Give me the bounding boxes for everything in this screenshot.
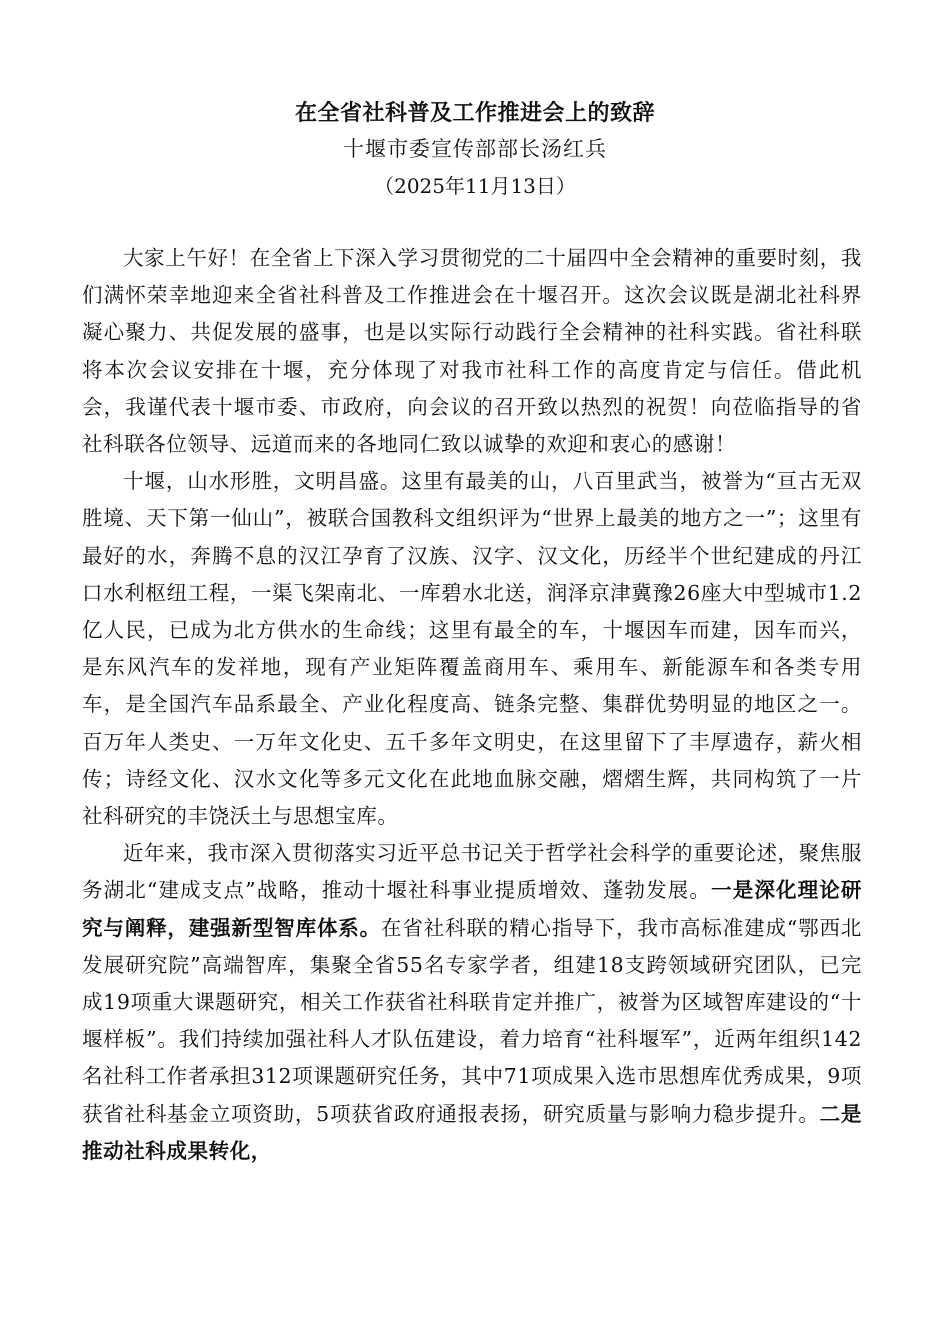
paragraph-greeting: 大家上午好！在全省上下深入学习贯彻党的二十届四中全会精神的重要时刻，我们满怀荣幸地迎来全省社科普及工作推进会在十堰召开。这次会议既是湖北社科界凝心聚力、共促发展的盛事，也是以实际行动践行全会精神的社科实践。省社科联将本次会议安排在十堰，充分体现了对我市社科工作的高度肯定与信任。借此机会，我谨代表十堰市委、市政府，向会议的召开致以热烈的祝贺！向莅临指导的省社科联各位领导、远道而来的各地同仁致以诚挚的欢迎和衷心的感谢！ <box>82 246 862 457</box>
document-body <box>82 240 862 1170</box>
document-title: 在全省社科普及工作推进会上的致辞 <box>294 100 655 126</box>
point-one-heading: 一是深化理论研究与阐释，建强新型智库体系。 <box>82 878 862 940</box>
author-line: 十堰市委宣传部部长汤红兵 <box>343 137 607 161</box>
achievements-intro: 近年来，我市深入贯彻落实习近平总书记关于哲学社会科学的重要论述，聚焦服务湖北“建成支点”战略，推动十堰社科事业提质增效、蓬勃发展。 <box>82 841 862 903</box>
point-two-heading: 二是推动社科成果转化， <box>82 1101 862 1163</box>
paragraph-shiyan-intro: 十堰，山水形胜，文明昌盛。这里有最美的山，八百里武当，被誉为“亘古无双胜境、天下第一仙山”，被联合国教科文组织评为“世界上最美的地方之一”；这里有最好的水，奔腾不息的汉江孕育了汉族、汉字、汉文化，历经半个世纪建成的丹江口水利枢纽工程，一渠飞架南北、一库碧水北送，润泽京津冀豫26座大中型城市1.2亿人民，已成为北方供水的生命线；这里有最全的车，十堰因车而建，因车而兴，是东风汽车的发祥地，现有产业矩阵覆盖商用车、乘用车、新能源车和各类专用车，是全国汽车品系最全、产业化程度高、链条完整、集群优势明显的地区之一。百万年人类史、一万年文化史、五千多年文明史，在这里留下了丰厚遗存，薪火相传；诗经文化、汉水文化等多元文化在此地血脉交融，熠熠生辉，共同构筑了一片社科研究的丰饶沃土与思想宝库。 <box>82 469 862 829</box>
point-one-text: 在省社科联的精心指导下，我市高标准建成“鄂西北发展研究院”高端智库，集聚全省55名专家学者，组建18支跨领域研究团队，已完成19项重大课题研究，相关工作获省社科联肯定并推广，被誉为区域智库建设的“十堰样板”。我们持续加强社科人才队伍建设，着力培育“社科堰军”，近两年组织142名社科工作者承担312项课题研究任务，其中71项成果入选市思想库优秀成果，9项获省社科基金立项资助，5项获省政府通报表扬，研究质量与影响力稳步提升。 <box>82 915 863 1126</box>
paragraph-achievements <box>82 835 862 1170</box>
date-line: （2025年11月13日） <box>374 174 576 198</box>
